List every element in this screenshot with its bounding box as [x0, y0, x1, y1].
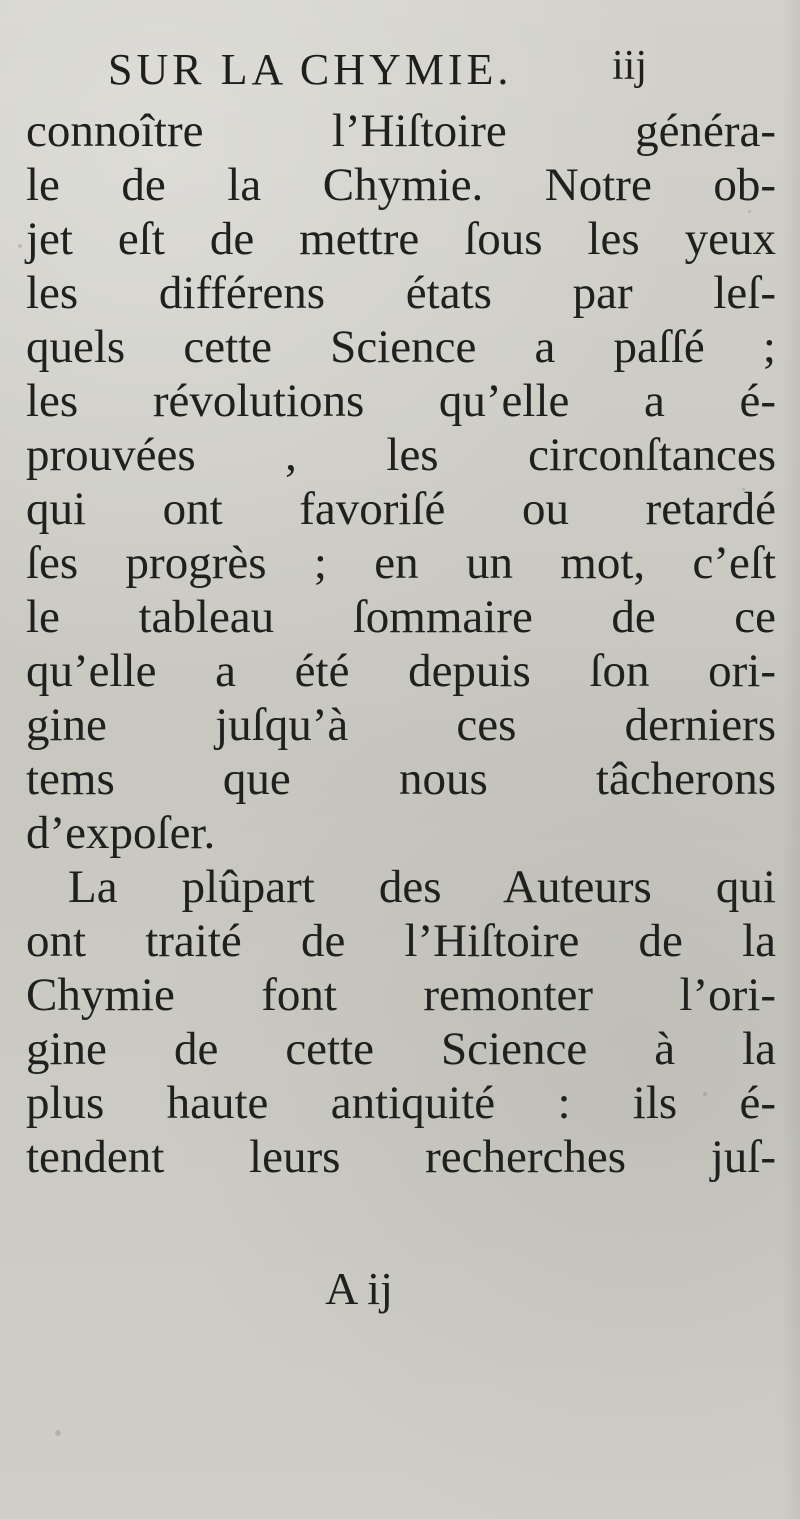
paper-speck: [55, 1430, 61, 1436]
text-line: le tableau ſommaire de ce: [26, 591, 776, 643]
text-line: prouvées , les circonſtances: [26, 429, 776, 481]
paper-speck: [18, 244, 22, 248]
running-title: SUR LA CHYMIE.: [108, 45, 513, 94]
text-line: gine juſqu’à ces derniers: [26, 699, 776, 751]
text-line: d’expoſer.: [26, 807, 216, 859]
text-line: jet eſt de mettre ſous les yeux: [26, 213, 776, 265]
page-number: iij: [612, 43, 648, 89]
text-line: qui ont favoriſé ou retardé: [26, 483, 776, 535]
text-line: qu’elle a été depuis ſon ori-: [26, 645, 776, 697]
text-line: tendent leurs recherches juſ-: [26, 1131, 776, 1183]
text-line: ſes progrès ; en un mot, c’eſt: [26, 537, 776, 589]
text-line: les révolutions qu’elle a é-: [26, 375, 776, 427]
text-line: connoître l’Hiſtoire généra-: [26, 105, 776, 157]
text-line: tems que nous tâcherons: [26, 753, 776, 805]
text-line: quels cette Science a paſſé ;: [26, 321, 776, 373]
text-line: La plûpart des Auteurs qui: [68, 861, 776, 913]
text-line: le de la Chymie. Notre ob-: [26, 159, 776, 211]
text-line: les différens états par leſ-: [26, 267, 776, 319]
text-line: Chymie font remonter l’ori-: [26, 969, 776, 1021]
text-line: plus haute antiquité : ils é-: [26, 1077, 776, 1129]
text-line: ont traité de l’Hiſtoire de la: [26, 915, 776, 967]
page-header: [0, 28, 800, 100]
page-edge-shadow: [782, 0, 800, 1519]
signature-mark: A ij: [325, 1263, 393, 1314]
text-line: gine de cette Science à la: [26, 1023, 776, 1075]
body-text: [26, 104, 776, 1184]
